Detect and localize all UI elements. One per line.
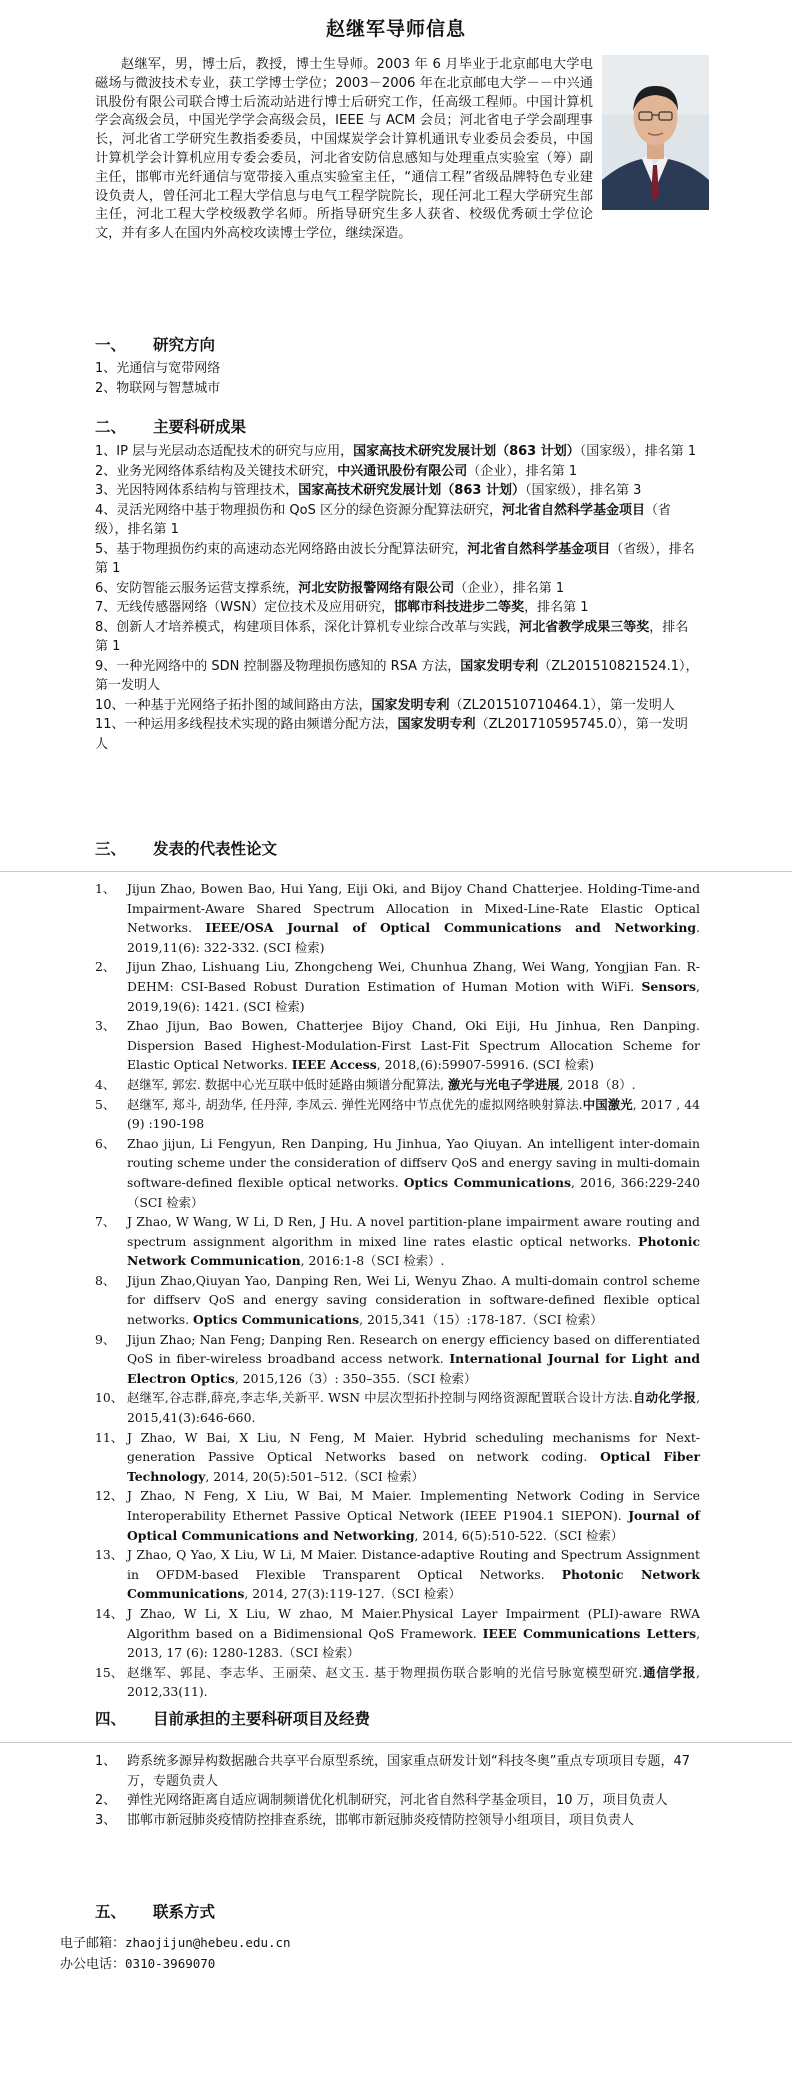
- achievement-text: 5、基于物理损伤约束的高速动态光网络路由波长分配算法研究，: [95, 541, 468, 557]
- achievement-tail: （省级），排名第 1: [95, 502, 672, 537]
- paper-text: J Zhao, Q Yao, X Liu, W Li, M Maier. Distance-adaptive Routing and Spectrum Assignment in OFDM-based Flexible Transparent Optical Networks.: [127, 1547, 700, 1582]
- achievement-source: 国家高技术研究发展计划（863 计划）: [353, 444, 580, 459]
- project-number: 2、: [95, 1793, 117, 1808]
- project-number: 3、: [95, 1812, 117, 1828]
- phone-row: [60, 1954, 291, 1975]
- paper-text: Zhao jijun, Li Fengyun, Ren Danping, Hu Jinhua, Yao Qiuyan. An intelligent inter-domain routing scheme under the consideration of diffserv QoS and energy saving in multi-domain software-defined flexible optical networks.: [127, 1135, 700, 1190]
- achievement-tail: （ZL201510710464.1），第一发明人: [449, 697, 675, 713]
- paper-item: [95, 1212, 700, 1271]
- achievement-text: 1、IP 层与光层动态适配技术的研究与应用，: [95, 444, 354, 459]
- paper-number: 15、: [95, 1664, 124, 1680]
- phone-value: 0310-3969070: [125, 1956, 216, 1971]
- paper-item: [95, 1604, 700, 1663]
- achievements-list: [95, 442, 700, 754]
- contact-block: [60, 1933, 291, 1975]
- paper-venue: Sensors: [641, 978, 697, 994]
- paper-tail: , 2018,(6):59907-59916. (SCI 检索): [376, 1057, 594, 1073]
- achievement-source: 中兴通讯股份有限公司: [337, 463, 468, 479]
- page-break-line: [0, 871, 792, 872]
- achievement-item: [95, 579, 700, 599]
- project-number: 1、: [95, 1754, 117, 1769]
- paper-venue: IEEE/OSA Journal of Optical Communications and Networking: [205, 920, 697, 936]
- section-achievements-heading: 二、 主要科研成果: [95, 418, 247, 436]
- paper-venue: IEEE Communications Letters: [482, 1625, 697, 1641]
- paper-venue: Optics Communications: [193, 1312, 360, 1328]
- achievement-source: 河北安防报警网络有限公司: [298, 580, 455, 596]
- achievement-item: [95, 715, 700, 754]
- paper-tail: , 2014, 20(5):501–512.（SCI 检索）: [205, 1468, 424, 1484]
- paper-item: [95, 879, 700, 957]
- paper-number: 4、: [95, 1076, 116, 1092]
- paper-number: 10、: [95, 1390, 124, 1406]
- achievement-item: [95, 442, 700, 462]
- paper-text: Jijun Zhao, Bowen Bao, Hui Yang, Eiji Oki, and Bijoy Chand Chatterjee. Holding-Time-and Impairment-Aware Shared Spectrum Allocation in Mixed-Line-Rate Elastic Optical Networks.: [127, 881, 700, 936]
- paper-tail: , 2019,19(6): 1421. (SCI 检索): [127, 978, 700, 1014]
- paper-text: J Zhao, W Wang, W Li, D Ren, J Hu. A novel partition-plane impairment aware routing and spectrum assignment algorithm in mixed line rates elastic optical networks.: [127, 1214, 700, 1249]
- achievement-tail: （ZL201510821524.1），第一发明人: [95, 658, 699, 693]
- paper-number: 6、: [95, 1135, 116, 1151]
- paper-item: [95, 1486, 700, 1545]
- achievement-source: 河北省自然科学基金项目: [501, 502, 645, 518]
- achievement-item: [95, 618, 700, 657]
- paper-item: [95, 1095, 700, 1134]
- paper-item: [95, 957, 700, 1016]
- paper-text: 赵继军、郭昆、李志华、王丽荣、赵文玉. 基于物理损伤联合影响的光信号脉宽模型研究.: [127, 1664, 643, 1680]
- achievement-text: 7、无线传感器网络（WSN）定位技术及应用研究，: [95, 600, 395, 615]
- page-break-line: [0, 1742, 792, 1743]
- email-row: [60, 1933, 291, 1954]
- paper-number: 9、: [95, 1331, 116, 1347]
- paper-number: 12、: [95, 1488, 124, 1504]
- email-label: 电子邮箱：: [60, 1936, 126, 1951]
- research-direction-list: [95, 359, 700, 398]
- paper-number: 7、: [95, 1214, 116, 1230]
- paper-venue: 激光与光电子学进展: [448, 1076, 560, 1092]
- achievement-item: [95, 481, 700, 501]
- project-item: [95, 1752, 700, 1791]
- paper-tail: , 2015,126（3）: 350–355.（SCI 检索）: [234, 1370, 477, 1386]
- paper-number: 5、: [95, 1096, 116, 1112]
- project-text: 邯郸市新冠肺炎疫情防控排查系统，邯郸市新冠肺炎疫情防控领导小组项目，项目负责人: [127, 1812, 635, 1828]
- achievement-text: 9、一种光网络中的 SDN 控制器及物理损伤感知的 RSA 方法，: [95, 658, 461, 674]
- paper-venue: Journal of Optical Communications and Networking: [127, 1508, 700, 1543]
- paper-tail: , 2014, 27(3):119-127.（SCI 检索）: [244, 1586, 461, 1602]
- paper-tail: , 2015,341（15）:178-187.（SCI 检索）: [359, 1312, 603, 1328]
- section-projects-heading: 四、 目前承担的主要科研项目及经费: [95, 1710, 371, 1728]
- paper-tail: , 2016:1-8（SCI 检索）.: [300, 1253, 445, 1269]
- list-item: 1、光通信与宽带网络: [95, 361, 221, 376]
- paper-text: Jijun Zhao, Lishuang Liu, Zhongcheng Wei, Chunhua Zhang, Wei Wang, Yongjian Fan. R-DEHM: CSI-Based Robust Duration Estimation of Human Motion with WiFi.: [127, 959, 700, 994]
- achievement-tail: ，排名第 1: [524, 600, 589, 615]
- paper-item: [95, 1428, 700, 1487]
- list-item: 2、物联网与智慧城市: [95, 380, 221, 396]
- achievement-source: 国家发明专利: [371, 697, 450, 713]
- paper-tail: , 2018（8）.: [559, 1076, 636, 1092]
- paper-venue: 通信学报: [642, 1664, 697, 1680]
- paper-text: Jijun Zhao; Nan Feng; Danping Ren. Research on energy efficiency based on differentiated QoS in fiber-wireless broadband access network.: [127, 1331, 700, 1367]
- email-link[interactable]: zhaojijun@hebeu.edu.cn: [125, 1935, 291, 1950]
- paper-venue: 自动化学报: [632, 1390, 697, 1406]
- achievement-source: 国家发明专利: [397, 717, 476, 732]
- paper-text: 赵继军, 郭宏. 数据中心光互联中低时延路由频谱分配算法,: [127, 1076, 449, 1092]
- paper-tail: , 2015,41(3):646-660.: [127, 1390, 701, 1426]
- paper-item: [95, 1330, 700, 1389]
- paper-venue: Optics Communications: [403, 1174, 571, 1190]
- paper-item: [95, 1545, 700, 1604]
- paper-item: [95, 1663, 700, 1702]
- project-text: 弹性光网络距离自适应调制频谱优化机制研究，河北省自然科学基金项目，10 万，项目负责人: [127, 1793, 668, 1808]
- achievement-tail: （省级），排名第 1: [95, 541, 695, 576]
- paper-text: J Zhao, N Feng, X Liu, W Bai, M Maier. Implementing Network Coding in Service Interoperability Ethernet Passive Optical Network (IEEE P1904.1 SIEPON).: [127, 1488, 700, 1523]
- achievement-tail: （国家级），排名第 1: [579, 444, 697, 459]
- paper-item: [95, 1075, 700, 1095]
- paper-text: Jijun Zhao,Qiuyan Yao, Danping Ren, Wei Li, Wenyu Zhao. A multi-domain control scheme for diffserv QoS and energy saving consideration in software-defined flexible optical networks.: [127, 1272, 700, 1328]
- achievement-item: [95, 657, 700, 696]
- paper-venue: 中国激光: [582, 1096, 633, 1112]
- paper-text: 赵继军,谷志群,薛亮,李志华,关新平. WSN 中层次型拓扑控制与网络资源配置联合设计方法.: [127, 1390, 633, 1406]
- intro-paragraph: 赵继军，男，博士后，教授，博士生导师。2003 年 6 月毕业于北京邮电大学电磁场与微波技术专业，获工学博士学位；2003－2006 年在北京邮电大学－－中兴通讯股份有限公司联合博士后流动站进行博士后研究工作，任高级工程师。中国计算机学会高级会员，中国光学学会高级会员，IEEE 与 ACM 会员；河北省电子学会副理事长，河北省工学研究生教指委委员，中国煤炭学会计算机通讯专业委员会委员，中国计算机学会计算机应用专委会委员，河北省安防信息感知与处理重点实验室（筹）副主任，邯郸市光纤通信与宽带接入重点实验室主任，“通信工程”省级品牌特色专业建设负责人，曾任河北工程大学信息与电气工程学院院长，现任河北工程大学研究生部主任，河北工程大学校级教学名师。所指导研究生多人获省、校级优秀硕士学位论文，并有多人在国内外高校攻读博士学位，继续深造。: [95, 57, 593, 242]
- project-item: [95, 1791, 700, 1811]
- paper-text: J Zhao, W Bai, X Liu, N Feng, M Maier. Hybrid scheduling mechanisms for Next-generation Passive Optical Networks based on network coding.: [127, 1429, 700, 1465]
- paper-number: 8、: [95, 1272, 116, 1288]
- achievement-source: 河北省教学成果三等奖: [519, 619, 650, 635]
- achievement-item: [95, 598, 700, 618]
- achievement-text: 11、一种运用多线程技术实现的路由频谱分配方法，: [95, 717, 398, 732]
- paper-text: J Zhao, W Li, X Liu, W zhao, M Maier.Physical Layer Impairment (PLI)-aware RWA Algorithm based on a Bidimensional QoS Framework.: [127, 1605, 700, 1641]
- portrait-photo: [602, 55, 709, 210]
- paper-venue: International Journal for Light and Electron Optics: [127, 1351, 700, 1386]
- paper-tail: , 2017 , 44 (9) :190-198: [127, 1096, 701, 1132]
- achievement-text: 8、创新人才培养模式，构建项目体系，深化计算机专业综合改革与实践，: [95, 619, 520, 635]
- paper-number: 11、: [95, 1429, 124, 1445]
- paper-item: [95, 1388, 700, 1427]
- achievement-tail: （企业），排名第 1: [454, 580, 565, 596]
- paper-venue: Photonic Network Communication: [127, 1233, 700, 1269]
- paper-item: [95, 1271, 700, 1330]
- papers-list: [95, 879, 700, 1702]
- section-contact-heading: 五、 联系方式: [95, 1903, 216, 1921]
- paper-tail: , 2016, 366:229-240（SCI 检索）: [127, 1174, 700, 1210]
- achievement-item: [95, 540, 700, 579]
- project-text: 跨系统多源异构数据融合共享平台原型系统，国家重点研发计划“科技冬奥”重点专项项目专题，47 万，专题负责人: [127, 1754, 691, 1789]
- paper-venue: Optical Fiber Technology: [127, 1449, 700, 1484]
- portrait-icon: [602, 55, 709, 210]
- section-papers-heading: 三、 发表的代表性论文: [95, 840, 278, 858]
- achievement-item: [95, 501, 700, 540]
- achievement-item: [95, 462, 700, 482]
- paper-number: 2、: [95, 959, 116, 975]
- achievement-item: [95, 696, 700, 716]
- paper-tail: , 2013, 17 (6): 1280-1283.（SCI 检索）: [127, 1625, 701, 1661]
- section-research-direction-heading: 一、 研究方向: [95, 336, 216, 354]
- paper-number: 13、: [95, 1547, 124, 1563]
- paper-item: [95, 1134, 700, 1212]
- achievement-tail: （企业），排名第 1: [467, 463, 578, 479]
- paper-number: 3、: [95, 1018, 116, 1034]
- paper-venue: Photonic Network Communications: [127, 1566, 700, 1602]
- page-title: 赵继军导师信息: [325, 18, 466, 40]
- paper-number: 1、: [95, 881, 116, 896]
- paper-tail: , 2014, 6(5):510-522.（SCI 检索）: [414, 1527, 624, 1543]
- achievement-text: 6、安防智能云服务运营支撑系统，: [95, 580, 299, 596]
- phone-label: 办公电话：: [60, 1957, 126, 1972]
- achievement-source: 河北省自然科学基金项目: [467, 541, 611, 557]
- paper-tail: . 2019,11(6): 322-332. (SCI 检索): [127, 920, 700, 955]
- achievement-text: 4、灵活光网络中基于物理损伤和 QoS 区分的绿色资源分配算法研究，: [95, 502, 502, 518]
- projects-list: [95, 1752, 700, 1830]
- paper-item: [95, 1016, 700, 1075]
- achievement-tail: （ZL201710595745.0），第一发明人: [95, 717, 688, 752]
- achievement-text: 2、业务光网络体系结构及关键技术研究，: [95, 463, 338, 479]
- achievement-source: 邯郸市科技进步二等奖: [394, 600, 525, 615]
- achievement-source: 国家高技术研究发展计划（863 计划）: [298, 483, 525, 498]
- paper-text: 赵继军, 郑斗, 胡劲华, 任丹萍, 李凤云. 弹性光网络中节点优先的虚拟网络映射算法.: [127, 1096, 583, 1112]
- paper-tail: , 2012,33(11).: [127, 1664, 700, 1700]
- paper-venue: IEEE Access: [291, 1057, 377, 1073]
- achievement-tail: ，排名第 1: [95, 619, 689, 654]
- achievement-tail: （国家级），排名第 3: [524, 483, 642, 498]
- achievement-text: 10、一种基于光网络子拓扑图的域间路由方法，: [95, 697, 372, 713]
- paper-number: 14、: [95, 1605, 124, 1621]
- paper-text: Zhao Jijun, Bao Bowen, Chatterjee Bijoy Chand, Oki Eiji, Hu Jinhua, Ren Danping. Dispersion Based Highest-Modulation-First Last-Fit Spectrum Allocation Scheme for Elastic Optical Networks.: [127, 1018, 700, 1073]
- achievement-source: 国家发明专利: [460, 658, 539, 674]
- achievement-text: 3、光因特网体系结构与管理技术，: [95, 483, 299, 498]
- project-item: [95, 1811, 700, 1831]
